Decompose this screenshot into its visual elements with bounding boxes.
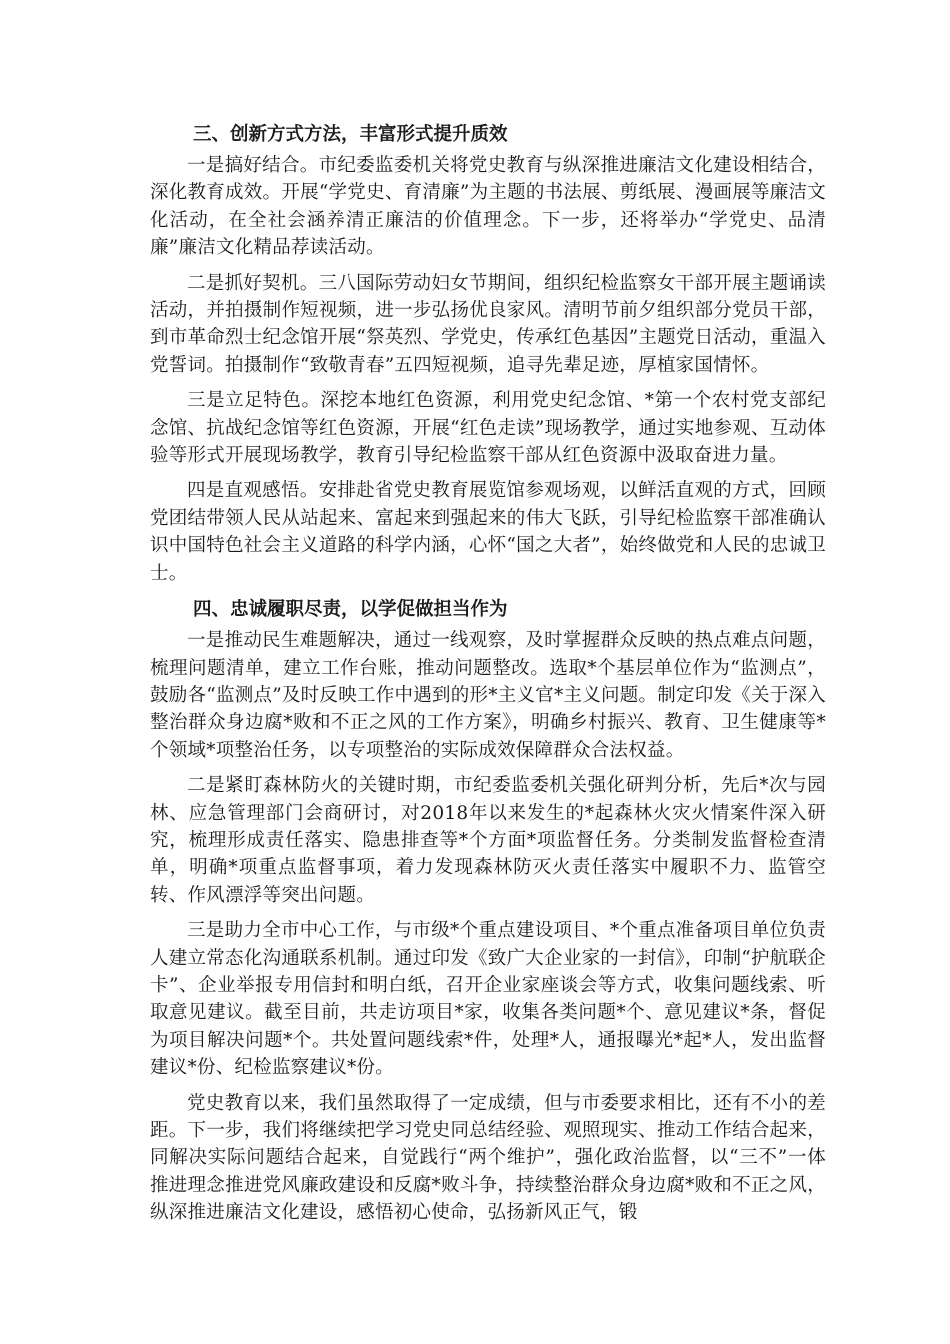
section-4 bbox=[150, 595, 826, 1227]
section-3 bbox=[150, 120, 826, 587]
paragraph: 一是推动民生难题解决，通过一线观察，及时掌握群众反映的热点难点问题，梳理问题清单，建立工作台账，推动问题整改。选取*个基层单位作为“监测点”，鼓励各“监测点”及时反映工作中遇到的形*主义官*主义问题。制定印发《关于深入整治群众身边腐*败和不正之风的工作方案》，明确乡村振兴、教育、卫生健康等*个领域*项整治任务，以专项整治的实际成效保障群众合法权益。 bbox=[150, 630, 826, 761]
section-heading: 四、忠诚履职尽责，以学促做担当作为 bbox=[193, 599, 508, 621]
paragraph: 三是助力全市中心工作，与市级*个重点建设项目、*个重点准备项目单位负责人建立常态化沟通联系机制。通过印发《致广大企业家的一封信》，印制“护航联企卡”、企业举报专用信封和明白纸，召开企业家座谈会等方式，收集问题线索、听取意见建议。截至目前，共走访项目*家，收集各类问题*个、意见建议*条，督促为项目解决问题*个。共处置问题线索*件，处理*人，通报曝光*起*人，发出监督建议*份、纪检监察建议*份。 bbox=[150, 920, 826, 1079]
paragraph: 三是立足特色。深挖本地红色资源，利用党史纪念馆、*第一个农村党支部纪念馆、抗战纪念馆等红色资源，开展“红色走读”现场教学，通过实地参观、互动体验等形式开展现场教学，教育引导纪检监察干部从红色资源中汲取奋进力量。 bbox=[150, 390, 826, 467]
paragraph: 二是紧盯森林防火的关键时期，市纪委监委机关强化研判分析，先后*次与园林、应急管理部门会商研讨，对2018年以来发生的*起森林火灾火情案件深入研究，梳理形成责任落实、隐患排查等*个方面*项监督任务。分类制发监督检查清单，明确*项重点监督事项，着力发现森林防灭火责任落实中履职不力、监管空转、作风漂浮等突出问题。 bbox=[150, 775, 826, 906]
paragraph: 一是搞好结合。市纪委监委机关将党史教育与纵深推进廉洁文化建设相结合，深化教育成效。开展“学党史、育清廉”为主题的书法展、剪纸展、漫画展等廉洁文化活动，在全社会涵养清正廉洁的价值理念。下一步，还将举办“学党史、品清廉”廉洁文化精品荐读活动。 bbox=[150, 155, 826, 259]
paragraph: 四是直观感悟。安排赴省党史教育展览馆参观场观，以鲜活直观的方式，回顾党团结带领人民从站起来、富起来到强起来的伟大飞跃，引导纪检监察干部准确认识中国特色社会主义道路的科学内涵，心怀“国之大者”，始终做党和人民的忠诚卫士。 bbox=[150, 480, 826, 584]
paragraph: 党史教育以来，我们虽然取得了一定成绩，但与市委要求相比，还有不小的差距。下一步，我们将继续把学习党史同总结经验、观照现实、推动工作结合起来，同解决实际问题结合起来，自觉践行“两个维护”，强化政治监督，以“三不”一体推进理念推进党风廉政建设和反腐*败斗争，持续整治群众身边腐*败和不正之风，纵深推进廉洁文化建设，感悟初心使命，弘扬新风正气，锻 bbox=[150, 1092, 826, 1224]
paragraph: 二是抓好契机。三八国际劳动妇女节期间，组织纪检监察女干部开展主题诵读活动，并拍摄制作短视频，进一步弘扬优良家风。清明节前夕组织部分党员干部，到市革命烈士纪念馆开展“祭英烈、学党史，传承红色基因”主题党日活动，重温入党誓词。拍摄制作“致敬青春”五四短视频，追寻先辈足迹，厚植家国情怀。 bbox=[150, 272, 826, 376]
section-heading: 三、创新方式方法，丰富形式提升质效 bbox=[193, 124, 508, 145]
document-page bbox=[150, 120, 826, 1235]
